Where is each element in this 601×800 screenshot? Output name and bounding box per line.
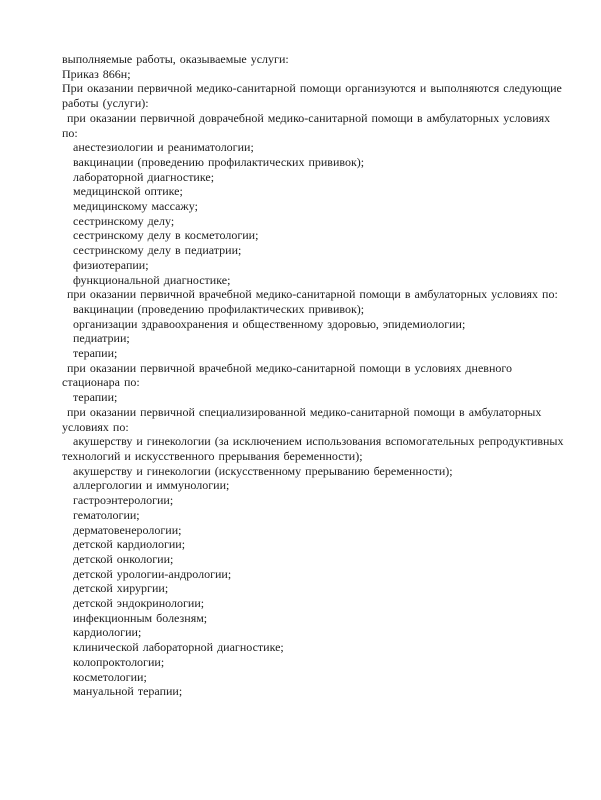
document-line: косметологии;: [73, 669, 147, 684]
document-line: терапии;: [73, 346, 118, 361]
document-line: при оказании первичной врачебной медико-санитарной помощи в амбулаторных условиях по:: [67, 287, 558, 302]
document-line: Приказ 866н;: [62, 66, 131, 81]
document-line: детской кардиологии;: [73, 537, 186, 552]
document-line: дерматовенерологии;: [73, 522, 182, 537]
document-line: медицинскому массажу;: [73, 199, 198, 214]
document-line: вакцинации (проведению профилактических прививок);: [73, 301, 365, 316]
document-line: при оказании первичной специализированной медико-санитарной помощи в амбулаторных: [67, 404, 542, 419]
document-line: гастроэнтерологии;: [73, 493, 174, 508]
document-line: акушерству и гинекологии (искусственному прерыванию беременности);: [73, 463, 453, 478]
document-line: по:: [62, 125, 78, 140]
document-line: колопроктологии;: [73, 654, 165, 669]
document-line: педиатрии;: [73, 331, 130, 346]
document-line: При оказании первичной медико-санитарной помощи организуются и выполняются следующие: [62, 81, 562, 96]
document-line: вакцинации (проведению профилактических прививок);: [73, 154, 365, 169]
document-page: [62, 52, 567, 699]
document-line: терапии;: [73, 390, 118, 405]
document-line: аллергологии и иммунологии;: [73, 478, 230, 493]
document-line: акушерству и гинекологии (за исключением использования вспомогательных репродуктивных: [73, 434, 564, 449]
document-line: мануальной терапии;: [73, 684, 183, 699]
document-line: организации здравоохранения и общественному здоровью, эпидемиологии;: [73, 316, 466, 331]
document-line: функциональной диагностике;: [73, 272, 231, 287]
document-line: при оказании первичной врачебной медико-санитарной помощи в условиях дневного: [67, 360, 512, 375]
document-line: медицинской оптике;: [73, 184, 183, 199]
document-line: технологий и искусственного прерывания беременности);: [62, 448, 363, 463]
document-line: гематологии;: [73, 507, 140, 522]
document-line: детской урологии-андрологии;: [73, 566, 232, 581]
document-line: детской хирургии;: [73, 581, 169, 596]
document-line: анестезиологии и реаниматологии;: [73, 140, 254, 155]
document-line: детской онкологии;: [73, 551, 174, 566]
document-line: при оказании первичной доврачебной медико-санитарной помощи в амбулаторных условиях: [67, 110, 551, 125]
document-line: клинической лабораторной диагностике;: [73, 640, 284, 655]
document-text: [62, 52, 567, 699]
document-line: кардиологии;: [73, 625, 142, 640]
document-line: детской эндокринологии;: [73, 596, 205, 611]
document-line: физиотерапии;: [73, 257, 149, 272]
document-line: условиях по:: [62, 419, 129, 434]
document-line: сестринскому делу в косметологии;: [73, 228, 259, 243]
document-line: сестринскому делу в педиатрии;: [73, 243, 242, 258]
document-line: сестринскому делу;: [73, 213, 175, 228]
document-line: инфекционным болезням;: [73, 610, 208, 625]
document-line: стационара по:: [62, 375, 140, 390]
document-line: лабораторной диагностике;: [73, 169, 215, 184]
document-line: выполняемые работы, оказываемые услуги:: [62, 52, 289, 66]
document-line: работы (услуги):: [62, 96, 149, 111]
